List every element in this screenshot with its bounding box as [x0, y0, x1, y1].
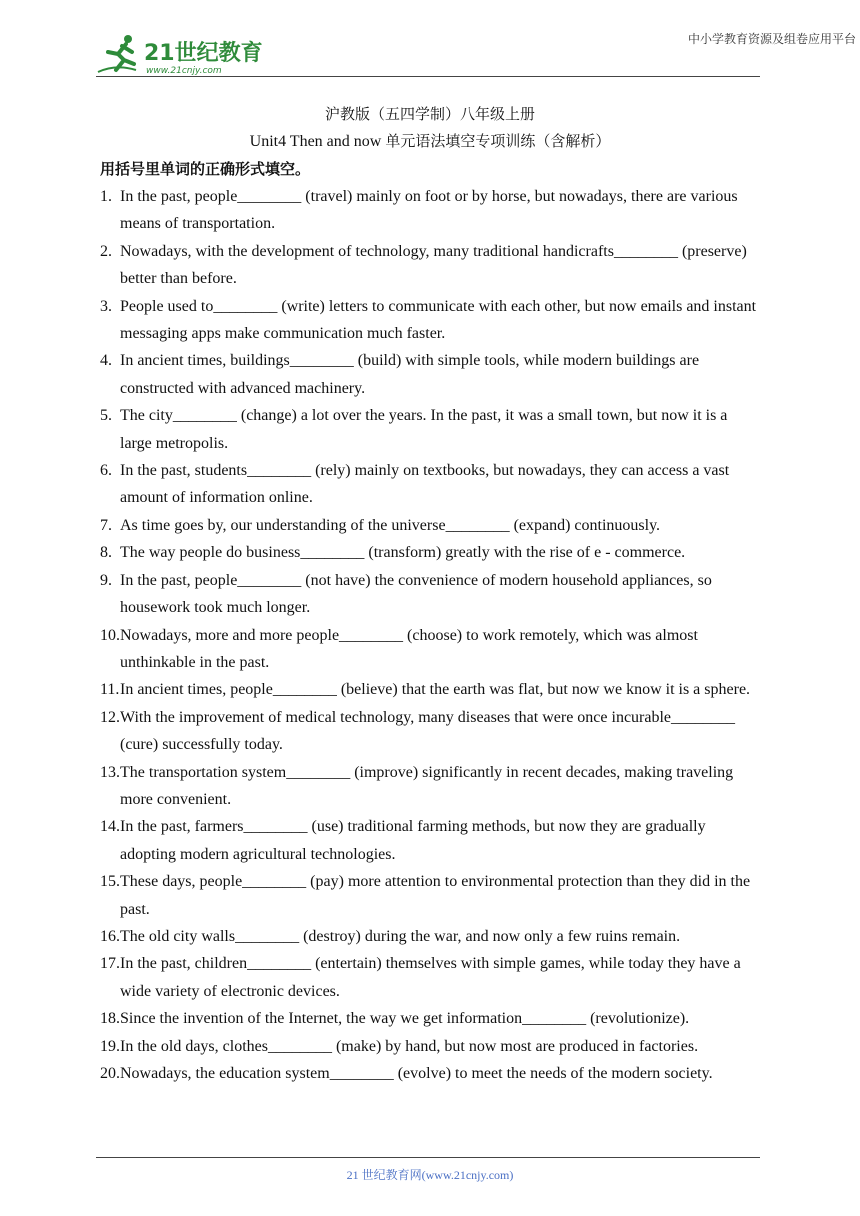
- question-item: [100, 293, 762, 348]
- question-item: [100, 950, 762, 1005]
- question-text: Nowadays, more and more people________ (choose) to work remotely, which was almost unthinkable in the past.: [120, 626, 698, 671]
- question-item: [100, 759, 762, 814]
- question-number: 1.: [100, 188, 112, 205]
- question-number: 5.: [100, 407, 112, 425]
- question-text: In the past, farmers________ (use) traditional farming methods, but now they are gradually adopting modern agricultural technologies.: [120, 818, 706, 863]
- question-text: In the past, people________ (travel) mainly on foot or by horse, but nowadays, there are various means of transportation.: [120, 188, 738, 233]
- question-text: The transportation system________ (improve) significantly in recent decades, making traveling more convenient.: [120, 763, 734, 808]
- question-number: 8.: [100, 544, 112, 562]
- question-item: [100, 704, 762, 759]
- question-item: [100, 923, 762, 950]
- instruction: 用括号里单词的正确形式填空。: [100, 160, 311, 178]
- question-number: 13.: [100, 763, 120, 781]
- question-item: [100, 402, 762, 457]
- question-number: 14.: [100, 818, 120, 836]
- runner-icon: [98, 35, 136, 72]
- question-item: [100, 183, 762, 238]
- question-number: 4.: [100, 352, 112, 370]
- question-item: [100, 813, 762, 868]
- question-text: With the improvement of medical technology, many diseases that were once incurable________ (cure) successfully today.: [120, 708, 736, 754]
- footer-link[interactable]: 21 世纪教育网(www.21cnjy.com): [346, 1168, 514, 1182]
- question-list: [100, 183, 762, 1087]
- footer-divider: [96, 1157, 760, 1158]
- page-subtitle: [0, 130, 860, 151]
- question-text: In the past, students________ (rely) mainly on textbooks, but nowadays, they can access a vast amount of information online.: [120, 462, 730, 507]
- question-item: [100, 622, 762, 677]
- question-number: 11.: [100, 681, 120, 699]
- question-text: The city________ (change) a lot over the years. In the past, it was a small town, but now it is a large metropolis.: [120, 407, 728, 452]
- page-header: [96, 30, 760, 78]
- question-item: [100, 539, 762, 566]
- question-text: In the past, people________ (not have) the convenience of modern household appliances, so housework took much longer.: [120, 571, 712, 617]
- subtitle-chinese: 单元语法填空专项训练（含解析）: [385, 132, 611, 150]
- question-item: [100, 1060, 762, 1087]
- question-text: In the old days, clothes________ (make) by hand, but now most are produced in factories.: [120, 1037, 699, 1055]
- question-number: 17.: [100, 955, 120, 973]
- question-item: [100, 676, 762, 703]
- question-number: 16.: [100, 927, 120, 945]
- question-text: As time goes by, our understanding of the universe________ (expand) continuously.: [120, 516, 661, 534]
- question-item: [100, 512, 762, 539]
- logo: [96, 30, 266, 78]
- question-item: [100, 347, 762, 402]
- question-number: 15.: [100, 873, 120, 891]
- header-divider: [96, 76, 760, 77]
- logo-text: 21世纪教育: [144, 41, 263, 66]
- question-text: Nowadays, with the development of technology, many traditional handicrafts________ (preserve) better than before.: [120, 242, 747, 288]
- logo-url: www.21cnjy.com: [146, 66, 222, 76]
- question-number: 3.: [100, 297, 112, 315]
- question-number: 6.: [100, 462, 112, 480]
- question-text: These days, people________ (pay) more attention to environmental protection than they did in the past.: [120, 873, 751, 918]
- question-text: Nowadays, the education system________ (evolve) to meet the needs of the modern society.: [120, 1065, 713, 1082]
- question-text: In ancient times, people________ (believe) that the earth was flat, but now we know it is a sphere.: [120, 681, 751, 699]
- question-item: [100, 868, 762, 923]
- question-text: The old city walls________ (destroy) during the war, and now only a few ruins remain.: [120, 927, 681, 945]
- question-item: [100, 1005, 762, 1032]
- question-number: 18.: [100, 1010, 120, 1028]
- subtitle-english: Unit4 Then and now: [249, 133, 386, 150]
- question-text: Since the invention of the Internet, the way we get information________ (revolutionize).: [120, 1010, 690, 1028]
- question-number: 20.: [100, 1065, 120, 1082]
- question-item: [100, 1033, 762, 1060]
- question-number: 10.: [100, 626, 120, 644]
- question-number: 9.: [100, 571, 112, 589]
- question-item: [100, 457, 762, 512]
- platform-name: 中小学教育资源及组卷应用平台: [687, 32, 856, 46]
- page-title: 沪教版（五四学制）八年级上册: [324, 105, 535, 123]
- question-item: [100, 238, 762, 293]
- question-text: The way people do business________ (transform) greatly with the rise of e - commerce.: [120, 544, 686, 562]
- question-number: 19.: [100, 1037, 120, 1055]
- question-number: 12.: [100, 708, 120, 726]
- question-item: [100, 567, 762, 622]
- question-number: 7.: [100, 516, 112, 534]
- question-text: In ancient times, buildings________ (build) with simple tools, while modern buildings are constructed with advanced machinery.: [120, 352, 700, 397]
- question-number: 2.: [100, 242, 112, 260]
- question-text: People used to________ (write) letters to communicate with each other, but now emails and instant messaging apps make communication much faster.: [120, 297, 757, 343]
- question-text: In the past, children________ (entertain) themselves with simple games, while today they have a wide variety of electronic devices.: [120, 955, 741, 1000]
